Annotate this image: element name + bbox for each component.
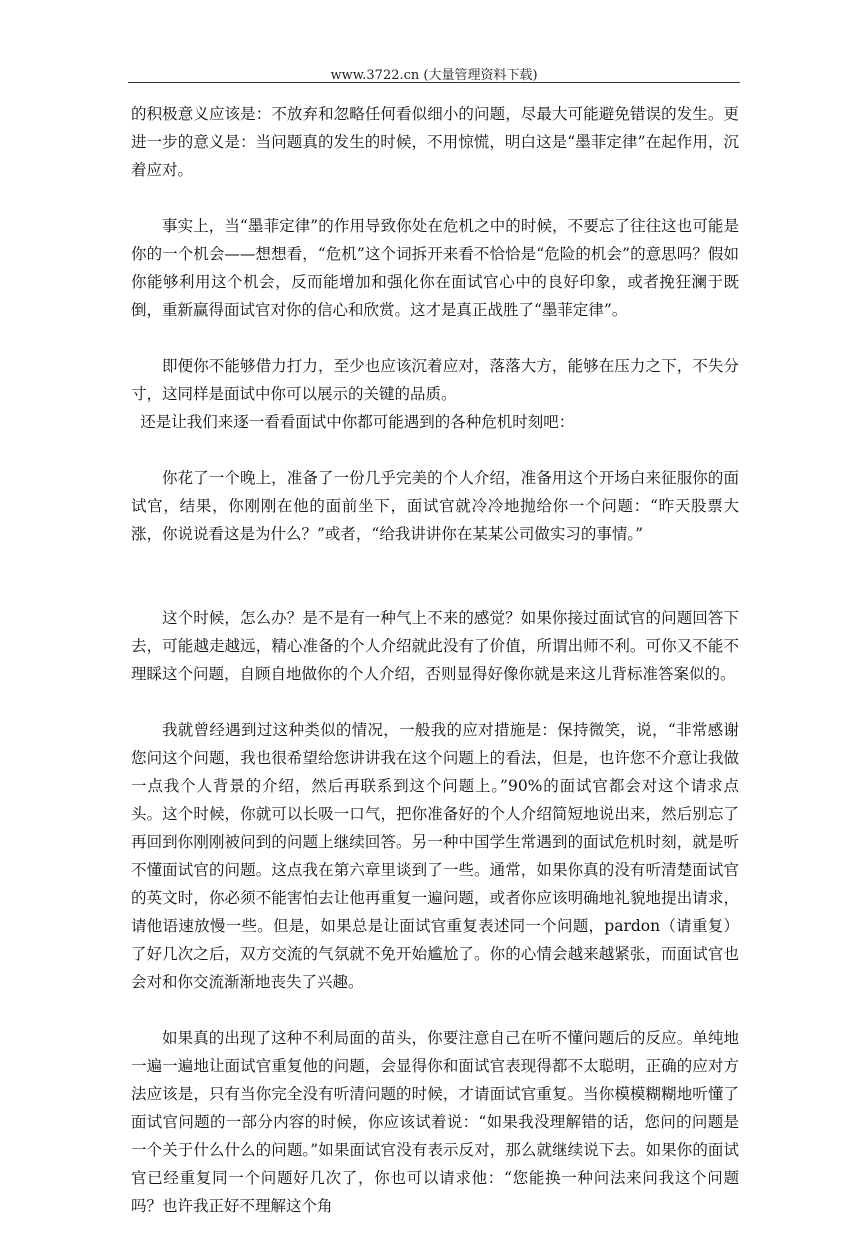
paragraph-1: 的积极意义应该是：不放弃和忽略任何看似细小的问题，尽最大可能避免错误的发生。更进一步的意义是：当问题真的发生的时候，不用惊慌，明白这是“墨菲定律”在起作用，沉着应对。 — [131, 105, 739, 179]
paragraph-2: 事实上，当“墨菲定律”的作用导致你处在危机之中的时候，不要忘了往往这也可能是你的一个机会——想想看，“危机”这个词拆开来看不恰恰是“危险的机会”的意思吗？假如你能够利用这个机会，反而能增加和强化你在面试官心中的良好印象，或者挽狂澜于既倒，重新赢得面试官对你的信心和欣赏。这才是真正战胜了“墨菲定律”。 — [131, 217, 739, 319]
header-rule — [128, 82, 740, 83]
paragraph-7: 我就曾经遇到过这种类似的情况，一般我的应对措施是：保持微笑，说，“非常感谢您问这个问题，我也很希望给您讲讲我在这个问题上的看法，但是，也许您不介意让我做一点我个人背景的介绍，然后再联系到这个问题上。”90%的面试官都会对这个请求点头。这个时候，你就可以长吸一口气，把你准备好的个人介绍简短地说出来，然后别忘了再回到你刚刚被问到的问题上继续回答。另一种中国学生常遇到的面试危机时刻，就是听不懂面试官的问题。这点我在第六章里谈到了一些。通常，如果你真的没有听清楚面试官的英文时，你必须不能害怕去让他再重复一遍问题，或者你应该明确地礼貌地提出请求，请他语速放慢一些。但是，如果总是让面试官重复表述同一个问题，pardon（请重复）了好几次之后，双方交流的气氛就不免开始尴尬了。你的心情会越来越紧张，而面试官也会对和你交流渐渐地丧失了兴趣。 — [131, 721, 739, 991]
document-body — [131, 100, 739, 1248]
paragraph-4: 还是让我们来逐一看看面试中你都可能遇到的各种危机时刻吧： — [140, 413, 575, 431]
page-header: www.3722.cn (大量管理资料下载) — [330, 68, 538, 83]
paragraph-5: 你花了一个晚上，准备了一份几乎完美的个人介绍，准备用这个开场白来征服你的面试官，结果，你刚刚在他的面前坐下，面试官就冷冷地抛给你一个问题：“昨天股票大涨，你说说看这是为什么？”或者，“给我讲讲你在某某公司做实习的事情。” — [131, 469, 739, 543]
paragraph-6: 这个时候，怎么办？是不是有一种气上不来的感觉？如果你接过面试官的问题回答下去，可能越走越远，精心准备的个人介绍就此没有了价值，所谓出师不利。可你又不能不理睬这个问题，自顾自地做你的个人介绍，否则显得好像你就是来这儿背标准答案似的。 — [131, 609, 739, 683]
paragraph-8: 如果真的出现了这种不利局面的苗头，你要注意自己在听不懂问题后的反应。单纯地一遍一遍地让面试官重复他的问题，会显得你和面试官表现得都不太聪明，正确的应对方法应该是，只有当你完全没有听清问题的时候，才请面试官重复。当你模模糊糊地听懂了面试官问题的一部分内容的时候，你应该试着说：“如果我没理解错的话，您问的问题是一个关于什么什么的问题。”如果面试官没有表示反对，那么就继续说下去。如果你的面试官已经重复同一个问题好几次了，你也可以请求他：“您能换一种问法来问我这个问题吗？也许我正好不理解这个角 — [131, 1029, 739, 1215]
paragraph-3: 即便你不能够借力打力，至少也应该沉着应对，落落大方，能够在压力之下，不失分寸，这同样是面试中你可以展示的关键的品质。 — [131, 357, 739, 403]
